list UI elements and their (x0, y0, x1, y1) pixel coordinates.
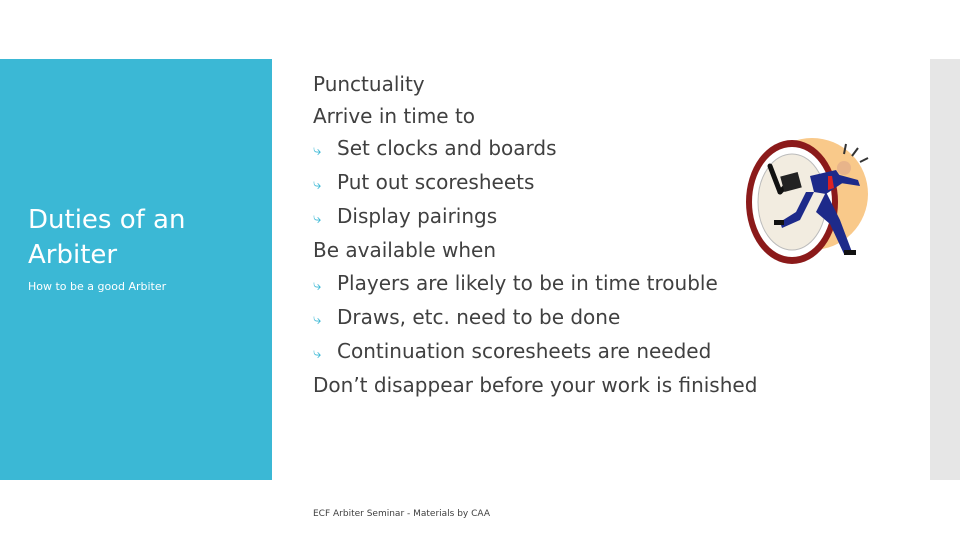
curved-arrow-bullet-icon: ⤷ (313, 309, 322, 328)
list-item: ⤷ Set clocks and boards (313, 132, 913, 166)
curved-arrow-bullet-icon: ⤷ (313, 209, 322, 228)
list-item: ⤷ Put out scoresheets (313, 166, 913, 200)
list-item: ⤷ Display pairings (313, 200, 913, 234)
curved-arrow-bullet-icon: ⤷ (313, 343, 322, 362)
curved-arrow-bullet-icon: ⤷ (313, 141, 322, 160)
man-running-through-clock-icon (740, 132, 880, 272)
list-item: ⤷ Draws, etc. need to be done (313, 301, 913, 335)
slide-title: Duties of an Arbiter (28, 205, 186, 270)
curved-arrow-bullet-icon: ⤷ (313, 275, 322, 294)
heading-punctuality: Punctuality (313, 72, 425, 96)
group-label-arrive: Arrive in time to (313, 104, 476, 129)
curved-arrow-bullet-icon: ⤷ (313, 175, 322, 194)
list-item: ⤷ Players are likely to be in time trouble (313, 267, 913, 301)
slide-footer: ECF Arbiter Seminar - Materials by CAA (313, 509, 490, 519)
slide-subtitle: How to be a good Arbiter (28, 280, 167, 293)
right-decorative-bar (930, 59, 960, 480)
group-label-available: Be available when (313, 238, 497, 263)
closing-line: Don’t disappear before your work is finished (313, 372, 758, 397)
list-item: ⤷ Continuation scoresheets are needed (313, 335, 913, 369)
